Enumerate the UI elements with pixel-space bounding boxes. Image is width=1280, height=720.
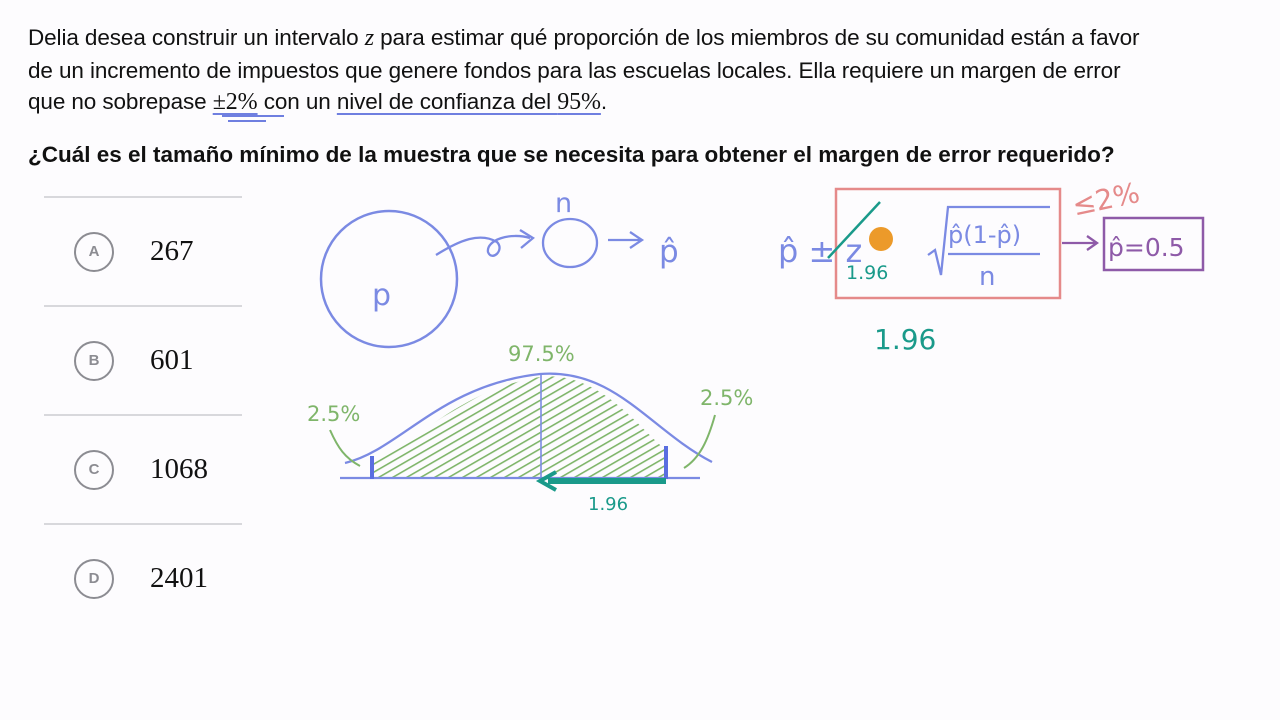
margin-formula-sketch (778, 176, 1203, 356)
p-hat-label: p̂ (659, 234, 679, 270)
problem-line-2: de un incremento de impuestos que genere fondos para las escuelas locales. Ella requiere un margen de error (28, 57, 1121, 83)
choice-value: 2401 (150, 562, 208, 594)
confidence-level: nivel de confianza del 95% (336, 89, 601, 115)
choice-value: 267 (150, 235, 194, 267)
le-2pct-label: ≤2% (1069, 176, 1143, 223)
formula-denominator: n (979, 262, 996, 292)
center-percent-label: 97.5% (508, 342, 575, 366)
z-variable: z (364, 25, 374, 51)
choice-letter: A (74, 232, 114, 272)
choice-value: 601 (150, 344, 194, 376)
choice-letter: C (74, 450, 114, 490)
problem-text: para estimar qué proporción de los miembros de su comunidad están a favor (373, 25, 1140, 50)
problem-text: que no sobrepase (28, 89, 213, 114)
right-tail-percent-label: 2.5% (700, 386, 754, 410)
arrow-to-phat (608, 232, 642, 248)
population-p-label: p (372, 278, 392, 313)
choice-letter: D (74, 559, 114, 599)
sample-circle (543, 219, 597, 267)
margin-of-error: ±2% (212, 89, 258, 115)
normal-distribution-sketch (307, 342, 753, 515)
left-tail-percent-label: 2.5% (307, 402, 361, 426)
formula-z-value: 1.96 (846, 262, 889, 284)
question-text: ¿Cuál es el tamaño mínimo de la muestra que se necesita para obtener el margen de error requerido? (28, 142, 1115, 167)
sample-n-label: n (555, 188, 573, 219)
problem-text: . (600, 89, 608, 114)
problem-text: Delia desea construir un intervalo (28, 25, 365, 50)
p-hat-estimate: p̂=0.5 (1108, 233, 1185, 262)
cursor-dot (869, 227, 893, 251)
choice-value: 1068 (150, 453, 208, 485)
formula-numerator: p̂(1-p̂) (948, 221, 1022, 249)
formula-pm-label: p̂ ± z (778, 232, 863, 270)
problem-text: con un (257, 89, 337, 114)
population-diagram (321, 188, 679, 347)
choice-letter: B (74, 341, 114, 381)
z-value-label: 1.96 (588, 494, 629, 515)
z-critical-value: 1.96 (874, 323, 937, 356)
